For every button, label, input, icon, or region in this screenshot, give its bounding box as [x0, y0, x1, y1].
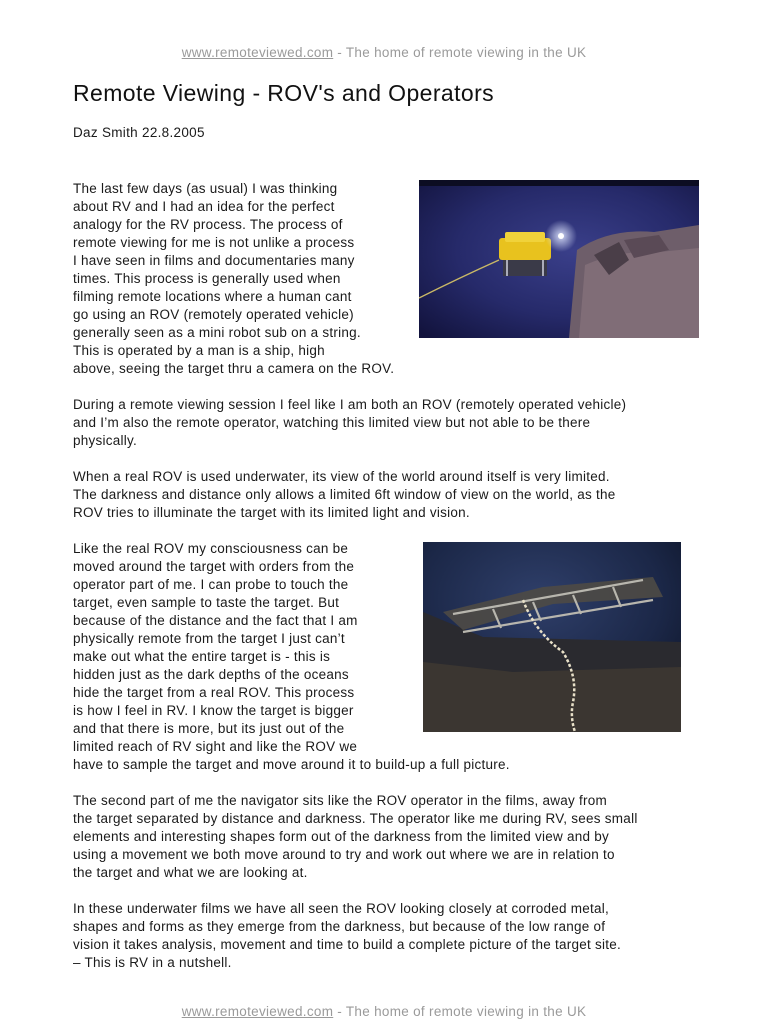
text-line: shapes and forms as they emerge from the darkness, but because of the low range of — [73, 919, 606, 934]
text-line: analogy for the RV process. The process of — [73, 217, 343, 232]
paragraph-6 — [73, 900, 621, 972]
text-line: remote viewing for me is not unlike a process — [73, 235, 355, 250]
text-line: moved around the target with orders from the — [73, 559, 355, 574]
text-line: In these underwater films we have all seen the ROV looking closely at corroded metal, — [73, 901, 610, 916]
footer-tagline: - The home of remote viewing in the UK — [333, 1004, 587, 1019]
text-line: because of the distance and the fact that I am — [73, 613, 358, 628]
text-line: physically. — [73, 433, 138, 448]
text-line: filming remote locations where a human cant — [73, 289, 352, 304]
paragraph-5 — [73, 792, 638, 882]
text-line: target, even sample to taste the target. But — [73, 595, 340, 610]
paragraph-3 — [73, 468, 616, 522]
rov-photo — [419, 180, 699, 338]
wreck-photo — [423, 542, 681, 732]
text-line: The darkness and distance only allows a limited 6ft window of view on the world, as the — [73, 487, 616, 502]
text-line: the target and what we are looking at. — [73, 865, 308, 880]
text-line: This is operated by a man is a ship, high — [73, 343, 325, 358]
header-site-link[interactable]: www.remoteviewed.com — [181, 45, 334, 60]
text-line: hidden just as the dark depths of the oceans — [73, 667, 349, 682]
text-line: and I’m also the remote operator, watching this limited view but not able to be there — [73, 415, 591, 430]
text-line: about RV and I had an idea for the perfect — [73, 199, 335, 214]
page-footer — [0, 1004, 768, 1019]
text-line: the target separated by distance and darkness. The operator like me during RV, sees small — [73, 811, 638, 826]
text-line: is how I feel in RV. I know the target is bigger — [73, 703, 354, 718]
paragraph-1 — [73, 180, 394, 378]
footer-site-link[interactable]: www.remoteviewed.com — [181, 1004, 334, 1019]
text-line: Like the real ROV my consciousness can be — [73, 541, 349, 556]
text-line: make out what the entire target is - this is — [73, 649, 331, 664]
text-line: have to sample the target and move around it to build-up a full picture. — [73, 757, 510, 772]
page-header — [0, 45, 768, 60]
text-line: and that there is more, but its just out of the — [73, 721, 345, 736]
text-line: generally seen as a mini robot sub on a string. — [73, 325, 361, 340]
text-line: using a movement we both move around to try and work out where we are in relation to — [73, 847, 615, 862]
text-line: operator part of me. I can probe to touch the — [73, 577, 349, 592]
page-title: Remote Viewing - ROV's and Operators — [73, 80, 495, 106]
paragraph-2 — [73, 396, 626, 450]
text-line: hide the target from a real ROV. This process — [73, 685, 355, 700]
text-line: During a remote viewing session I feel like I am both an ROV (remotely operated vehicle) — [73, 397, 627, 412]
byline: Daz Smith 22.8.2005 — [73, 125, 205, 140]
text-line: The second part of me the navigator sits like the ROV operator in the films, away from — [73, 793, 607, 808]
text-line: vision it takes analysis, movement and time to build a complete picture of the target site. — [73, 937, 622, 952]
text-line: physically remote from the target I just can’t — [73, 631, 345, 646]
text-line: elements and interesting shapes form out of the darkness from the limited view and by — [73, 829, 610, 844]
text-line: When a real ROV is used underwater, its view of the world around itself is very limited. — [73, 469, 610, 484]
text-line: The last few days (as usual) I was thinking — [73, 181, 338, 196]
text-line: above, seeing the target thru a camera on the ROV. — [73, 361, 395, 376]
header-tagline: - The home of remote viewing in the UK — [333, 45, 587, 60]
text-line: limited reach of RV sight and like the ROV we — [73, 739, 358, 754]
text-line: go using an ROV (remotely operated vehicle) — [73, 307, 354, 322]
text-line: ROV tries to illuminate the target with its limited light and vision. — [73, 505, 470, 520]
text-line: I have seen in films and documentaries many — [73, 253, 355, 268]
text-line: – This is RV in a nutshell. — [73, 955, 232, 970]
text-line: times. This process is generally used when — [73, 271, 341, 286]
